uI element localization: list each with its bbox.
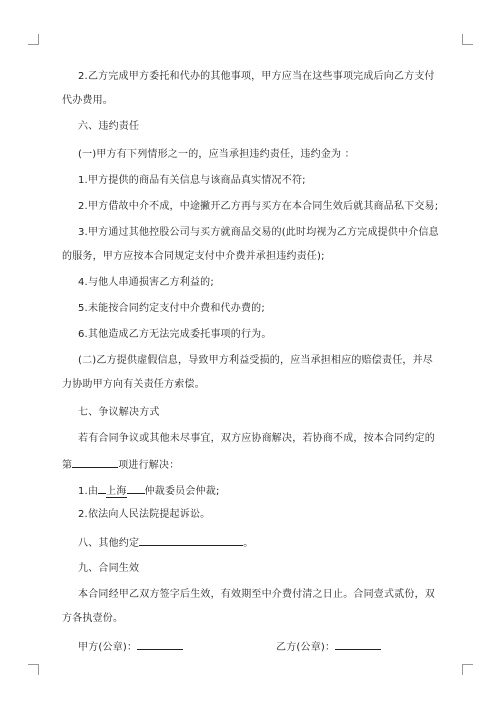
party-b-seal	[276, 638, 381, 655]
arbitration-city: 上海	[106, 486, 127, 497]
list-item: 6.其他造成乙方无法完成委托事项的行为。	[78, 329, 272, 340]
dispute-option-1	[78, 482, 220, 499]
page-corner-mark-top-left	[28, 34, 39, 45]
party-b-seal-label: 乙方(公章)：	[276, 642, 336, 653]
clause-6-2-continuation: 力协助甲方向有关责任方索偿。	[62, 379, 205, 390]
page-corner-mark-top-right	[462, 34, 473, 45]
party-a-seal-blank	[137, 638, 183, 650]
option-prefix: 1.由	[78, 486, 99, 497]
list-item: 2.甲方借故中介不成，中途撇开乙方再与买方在本合同生效后就其商品私下交易;	[78, 201, 439, 212]
paragraph-line: 代办费用。	[62, 95, 113, 106]
page-corner-mark-bottom-left	[28, 664, 39, 675]
list-item: 1.甲方提供的商品有关信息与该商品真实情况不符;	[78, 175, 306, 186]
section-9-title: 九、合同生效	[78, 563, 140, 574]
dispute-clause-suffix: 项进行解决：	[118, 460, 180, 471]
dispute-option-2: 2.依法向人民法院提起诉讼。	[78, 509, 211, 520]
list-item: 3.甲方通过其他控股公司与买方就商品交易的(此时均视为乙方完成提供中介信息	[78, 227, 439, 238]
section-8	[78, 534, 253, 551]
list-item-continuation: 的服务，甲方应按本合同规定支付中介费并承担违约责任);	[62, 251, 325, 262]
effect-paragraph: 本合同经甲乙双方签字后生效，有效期至中介费付清之日止。合同壹式贰份，双	[78, 589, 435, 600]
section-8-title: 八、其他约定	[78, 538, 140, 549]
party-b-seal-blank	[335, 638, 381, 650]
option-suffix: 仲裁委员会仲裁;	[144, 486, 220, 497]
list-item: 4.与他人串通损害乙方利益的;	[78, 277, 214, 288]
clause-6-2: (二)乙方提供虚假信息，导致甲方利益受损的，应当承担相应的赔偿责任，并尽	[78, 355, 434, 366]
blank-line	[127, 482, 145, 494]
effect-paragraph-continuation: 方各执壹份。	[62, 613, 124, 624]
page-corner-mark-bottom-right	[462, 664, 473, 675]
clause-number-blank	[72, 456, 118, 468]
section-8-end: 。	[243, 538, 254, 549]
blank-line	[98, 482, 106, 494]
clause-6-1-intro: (一)甲方有下列情形之一的，应当承担违约责任，违约金为 ：	[78, 149, 355, 160]
dispute-clause-prefix: 第	[62, 460, 73, 471]
list-item: 5.未能按合同约定支付中介费和代办费的;	[78, 303, 265, 314]
signature-row	[78, 638, 438, 655]
section-6-title: 六、违约责任	[78, 121, 140, 132]
other-terms-blank	[139, 534, 243, 546]
dispute-paragraph: 若有合同争议或其他未尽事宜，双方应协商解决，若协商不成，按本合同约定的	[78, 433, 435, 444]
section-7-title: 七、争议解决方式	[78, 407, 160, 418]
paragraph-line: 2.乙方完成甲方委托和代办的其他事项，甲方应当在这些事项完成后向乙方支付	[78, 71, 435, 82]
dispute-paragraph-continuation	[62, 456, 179, 473]
party-a-seal-label: 甲方(公章)：	[78, 642, 138, 653]
